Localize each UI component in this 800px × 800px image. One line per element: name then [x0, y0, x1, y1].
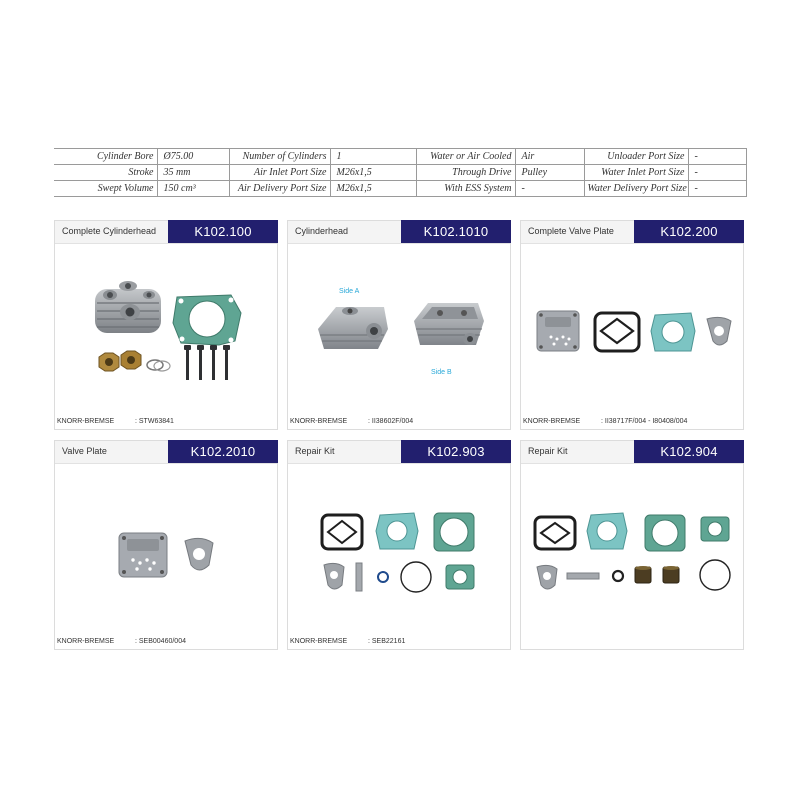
spec-label: Unloader Port Size: [584, 149, 688, 165]
card-header: [55, 441, 277, 464]
card-header: [55, 221, 277, 244]
product-code-badge[interactable]: K102.1010: [401, 220, 511, 243]
card-footer: [57, 418, 174, 425]
brand-name: KNORR-BREMSE: [523, 418, 581, 425]
product-card-k102-904[interactable]: [520, 440, 744, 650]
card-header: [521, 221, 743, 244]
spec-label: Cylinder Bore: [54, 149, 157, 165]
spec-label: Air Inlet Port Size: [229, 165, 330, 181]
spec-value: Ø75.00: [157, 149, 229, 165]
product-code-badge[interactable]: K102.200: [634, 220, 744, 243]
card-footer: [57, 638, 186, 645]
reference-number: : SEB00460/004: [135, 638, 186, 645]
spec-value: 1: [330, 149, 416, 165]
spec-value: -: [515, 181, 584, 197]
spec-value: -: [688, 181, 746, 197]
spec-value: M26x1,5: [330, 181, 416, 197]
spec-table: [54, 148, 747, 197]
spec-label: Water Inlet Port Size: [584, 165, 688, 181]
product-card-k102-1010[interactable]: [287, 220, 511, 430]
product-card-k102-100[interactable]: [54, 220, 278, 430]
spec-value: M26x1,5: [330, 165, 416, 181]
valve-plate-kit-icon: [521, 245, 743, 405]
spec-label: Water or Air Cooled: [416, 149, 515, 165]
reference-number: : STW63841: [135, 418, 174, 425]
brand-name: KNORR-BREMSE: [290, 638, 348, 645]
spec-label: Swept Volume: [54, 181, 157, 197]
side-b-label: Side B: [431, 369, 452, 376]
brand-name: KNORR-BREMSE: [57, 638, 115, 645]
spec-value: 35 mm: [157, 165, 229, 181]
card-footer: [523, 418, 687, 425]
spec-label: Stroke: [54, 165, 157, 181]
spec-row: [54, 149, 746, 165]
reference-number: : II38602F/004: [368, 418, 414, 425]
card-header: [521, 441, 743, 464]
spec-label: With ESS System: [416, 181, 515, 197]
spec-label: Number of Cylinders: [229, 149, 330, 165]
valve-plate-icon: [55, 465, 277, 625]
spec-row: [54, 181, 746, 197]
reference-number: : II38717F/004 - I80408/004: [601, 418, 688, 425]
spec-label: Water Delivery Port Size: [584, 181, 688, 197]
product-title: Valve Plate: [62, 446, 107, 456]
spec-label: Through Drive: [416, 165, 515, 181]
spec-value: Pulley: [515, 165, 584, 181]
repair-kit-icon: [521, 465, 743, 625]
card-footer: [290, 418, 413, 425]
product-code-badge[interactable]: K102.904: [634, 440, 744, 463]
brand-name: KNORR-BREMSE: [290, 418, 348, 425]
product-card-k102-2010[interactable]: [54, 440, 278, 650]
product-card-k102-903[interactable]: [287, 440, 511, 650]
product-card-k102-200[interactable]: [520, 220, 744, 430]
product-title: Complete Cylinderhead: [62, 226, 157, 236]
brand-name: KNORR-BREMSE: [57, 418, 115, 425]
side-a-label: Side A: [339, 288, 360, 295]
spec-label: Air Delivery Port Size: [229, 181, 330, 197]
product-title: Repair Kit: [295, 446, 335, 456]
repair-kit-icon: [288, 465, 510, 625]
spec-row: [54, 165, 746, 181]
product-title: Repair Kit: [528, 446, 568, 456]
card-footer: [290, 638, 405, 645]
spec-value: Air: [515, 149, 584, 165]
card-header: [288, 221, 510, 244]
card-header: [288, 441, 510, 464]
reference-number: : SEB22161: [368, 638, 406, 645]
product-code-badge[interactable]: K102.2010: [168, 440, 278, 463]
cylinderhead-kit-icon: [55, 245, 277, 405]
cylinderhead-icon: [288, 245, 510, 405]
product-code-badge[interactable]: K102.903: [401, 440, 511, 463]
spec-value: -: [688, 165, 746, 181]
product-code-badge[interactable]: K102.100: [168, 220, 278, 243]
product-title: Cylinderhead: [295, 226, 349, 236]
spec-value: 150 cm³: [157, 181, 229, 197]
spec-value: -: [688, 149, 746, 165]
product-title: Complete Valve Plate: [528, 226, 614, 236]
card-footer: [523, 638, 601, 645]
